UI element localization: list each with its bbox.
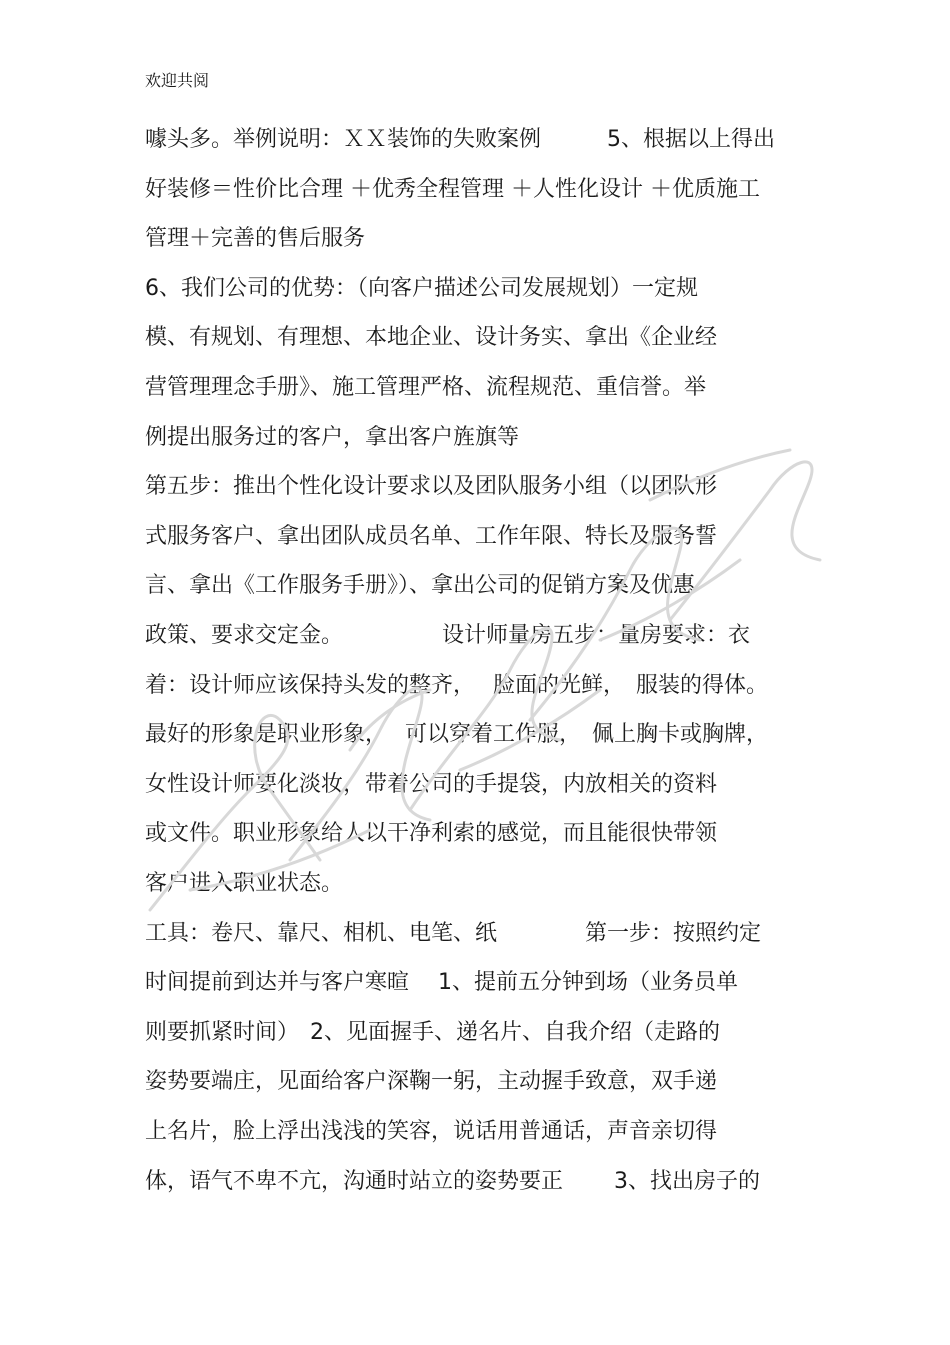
- text-line: 例提出服务过的客户，拿出客户旌旗等: [145, 424, 520, 450]
- text-line: 噱头多。举例说明：ＸＸ装饰的失败案例 5、根据以上得出: [145, 127, 775, 152]
- text-line: 6、我们公司的优势：（向客户描述公司发展规划）一定规: [145, 275, 698, 301]
- text-line: 体，语气不卑不亢，沟通时站立的姿势要正 3、找出房子的: [145, 1168, 760, 1194]
- text-line: 政策、要求交定金。 设计师量房五步：量房要求：衣: [145, 623, 751, 648]
- text-line: 姿势要端庄，见面给客户深鞠一躬，主动握手致意，双手递: [145, 1069, 718, 1095]
- text-line: 管理＋完善的售后服务: [145, 226, 366, 252]
- text-line: 上名片，脸上浮出浅浅的笑容，说话用普通话，声音亲切得: [145, 1119, 718, 1144]
- text-line: 或文件。职业形象给人以干净利索的感觉，而且能很快带领: [145, 821, 718, 847]
- text-line: 模、有规划、有理想、本地企业、设计务实、拿出《企业经: [145, 325, 718, 351]
- text-line: 工具：卷尺、靠尺、相机、电笔、纸 第一步：按照约定: [145, 920, 762, 946]
- text-line: 客户进入职业状态。: [145, 871, 344, 896]
- text-line: 好装修＝性价比合理 ＋优秀全程管理 ＋人性化设计 ＋优质施工: [145, 176, 760, 202]
- text-line: 式服务客户、拿出团队成员名单、工作年限、特长及服务誓: [145, 523, 718, 549]
- text-line: 着：设计师应该保持头发的整齐， 脸面的光鲜， 服装的得体。: [145, 672, 768, 698]
- text-line: 言、拿出《工作服务手册》）、拿出公司的促销方案及优惠: [145, 573, 696, 599]
- text-line: 第五步：推出个性化设计要求以及团队服务小组（以团队形: [145, 474, 718, 500]
- page-header: 欢迎共阅: [145, 71, 210, 90]
- text-line: 则要抓紧时间） 2、见面握手、递名片、自我介绍（走路的: [145, 1019, 720, 1045]
- text-line: 营管理理念手册》、施工管理严格、流程规范、重信誉。举: [145, 375, 707, 400]
- text-line: 女性设计师要化淡妆，带着公司的手提袋，内放相关的资料: [145, 771, 718, 797]
- text-line: 最好的形象是职业形象， 可以穿着工作服， 佩上胸卡或胸牌，: [145, 722, 768, 748]
- text-line: 时间提前到达并与客户寒暄 1、提前五分钟到场（业务员单: [145, 970, 738, 996]
